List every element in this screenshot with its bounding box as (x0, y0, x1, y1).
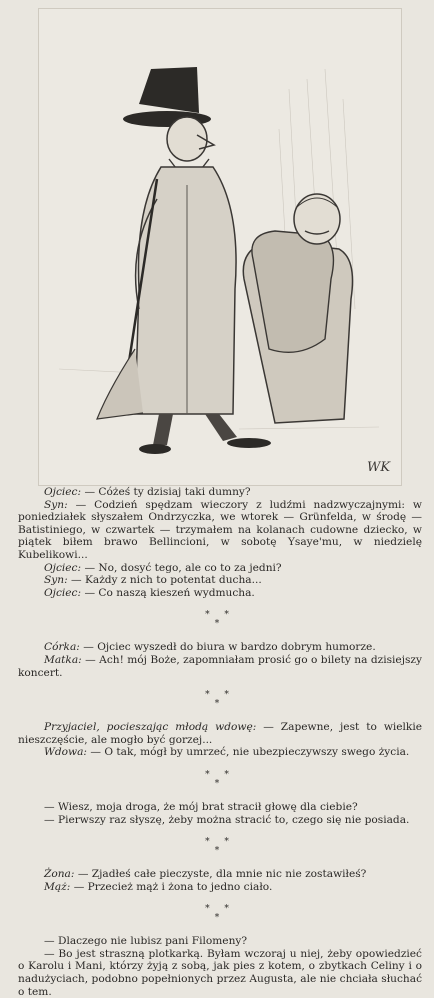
dialogue-line (18, 746, 422, 759)
stars-bottom: * (214, 846, 226, 857)
caricature-drawing (39, 9, 401, 485)
dialogue-line (18, 587, 422, 600)
section-divider-stars (18, 905, 422, 923)
illustration (38, 8, 402, 486)
speaker-label: Syn: (44, 574, 68, 587)
line-text: — O tak, mógł by umrzeć, nie ubezpieczywszy swego życia. (87, 746, 410, 759)
line-text: — Przecież mąż i żona to jedno ciało. (70, 880, 273, 893)
dialogue-text (18, 486, 422, 998)
line-text: — Dlaczego nie lubisz pani Filomeny? (44, 935, 248, 948)
stars-top: * * (205, 904, 235, 915)
line-text: — Wiesz, moja droga, że mój brat stracił głowę dla ciebie? (44, 800, 358, 813)
stars-bottom: * (214, 619, 226, 630)
line-text: — No, dosyć tego, ale co to za jedni? (81, 561, 282, 574)
line-text: — Pierwszy raz słyszę, żeby można stracić to, czego się nie posiada. (44, 813, 410, 826)
dialogue-line (18, 499, 422, 562)
line-text: — Cóżeś ty dzisiaj taki dumny? (81, 486, 251, 498)
stars-bottom: * (214, 699, 226, 710)
dialogue-line (18, 486, 422, 499)
illustration-signature: WK (367, 460, 391, 475)
dialogue-line (18, 814, 422, 827)
dialogue-line (18, 654, 422, 679)
speaker-label: Przyjaciel, pocieszając młodą wdowę: (44, 721, 257, 734)
line-text: — Każdy z nich to potentat ducha... (67, 574, 262, 587)
line-text: — Ach! mój Boże, zapomniałam prosić go o bilety na dzisiejszy koncert. (18, 653, 422, 679)
speaker-label: Ojciec: (44, 561, 82, 574)
speaker-label: Ojciec: (44, 486, 82, 498)
stars-top: * * (205, 690, 235, 701)
stars-top: * * (205, 769, 235, 780)
dialogue-line (18, 935, 422, 948)
speaker-label: Córka: (44, 641, 80, 654)
section-divider-stars (18, 691, 422, 709)
dialogue-line (18, 881, 422, 894)
line-text: — Ojciec wyszedł do biura w bardzo dobrym humorze. (79, 641, 376, 654)
dialogue-line (18, 948, 422, 998)
speaker-label: Żona: (44, 868, 75, 881)
stars-top: * * (205, 610, 235, 621)
line-text: — Zjadłeś całe pieczyste, dla mnie nic nie zostawiłeś? (74, 868, 367, 881)
section-divider-stars (18, 838, 422, 856)
speaker-label: Ojciec: (44, 586, 82, 599)
dialogue-line (18, 868, 422, 881)
dialogue-line (18, 574, 422, 587)
stars-bottom: * (214, 913, 226, 924)
speaker-label: Matka: (44, 653, 82, 666)
line-text: — Bo jest straszną plotkarką. Byłam wczoraj u niej, żeby opowiedzieć o Karolu i Mani, którzy żyją z sobą, jak pies z kotem, o zbytkach Celiny i o nadużyciach, podobno popełnionych przez Augusta, ale nie chciała słuchać o tem. (18, 947, 422, 998)
line-text: — Zapewne, jest to wielkie nieszczęście, ale mogło być gorzej... (18, 721, 423, 746)
dialogue-line (18, 721, 422, 746)
speaker-label: Wdowa: (44, 746, 88, 759)
dialogue-line (18, 562, 422, 575)
line-text: — Co naszą kieszeń wydmucha. (81, 586, 255, 599)
stars-bottom: * (214, 778, 226, 789)
dialogue-line (18, 801, 422, 814)
speaker-label: Syn: (44, 498, 68, 511)
section-divider-stars (18, 611, 422, 629)
speaker-label: Mąż: (44, 880, 71, 893)
stars-top: * * (205, 837, 235, 848)
line-text: — Codzień spędzam wieczory z ludźmi nadzwyczajnymi: w poniedziałek słyszałem Ondrzyczka, we wtorek — Grünfelda, w środę — Batistiniego, w czwartek — trzymałem na kolanach cudowne dziecko, w piątek biłem brawo Bellincioni, w sobotę Ysaye'mu, w niedzielę Kubelikowi... (18, 498, 422, 561)
section-divider-stars (18, 771, 422, 789)
dialogue-line (18, 641, 422, 654)
